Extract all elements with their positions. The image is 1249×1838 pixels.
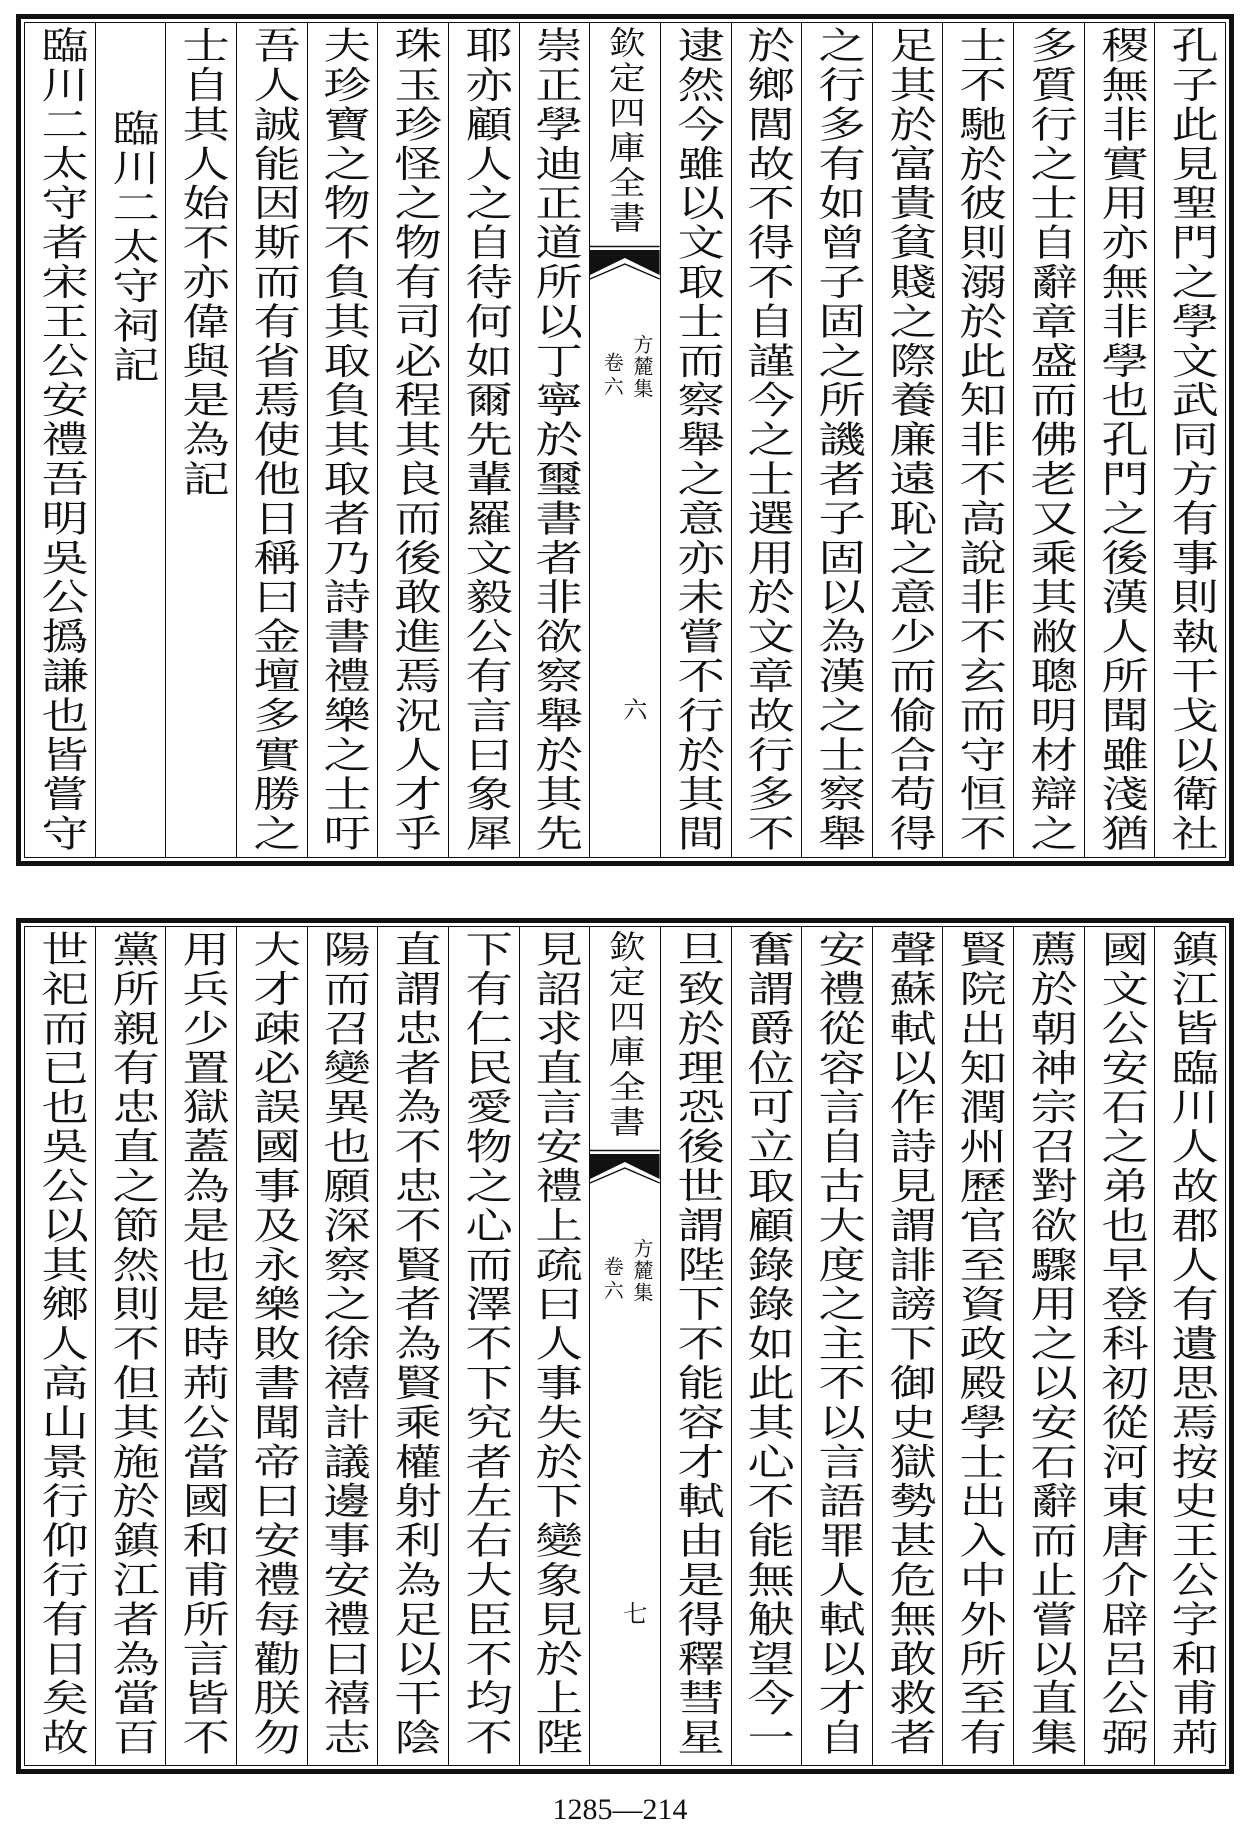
column-text: 旦致於理恐後世謂陛下不能容才軾由是得釋彗星: [668, 930, 724, 1758]
column-text: 國文公安石之弟也早登科初從河東唐介辟呂公弼: [1092, 930, 1148, 1758]
column-text: 逮然今雖以文取士而察舉之意亦未嘗不行於其間: [668, 26, 724, 854]
text-column: [25, 927, 95, 1765]
text-column: [377, 927, 448, 1765]
column-text: 安禮從容言自古大度之主不以言語罪人軾以才自: [810, 930, 866, 1758]
leaf-page-7: [16, 918, 1234, 1774]
text-column: [660, 23, 731, 857]
text-column: [801, 23, 872, 857]
page-number: 七: [618, 1601, 647, 1625]
text-column: [731, 23, 802, 857]
text-column: [1084, 927, 1155, 1765]
page-heart: [589, 927, 660, 1765]
text-column: [801, 927, 872, 1765]
section-heading: 臨川二太守祠記: [103, 109, 159, 385]
column-text: 於鄉閭故不得不自謹今之士選用於文章故行多不: [739, 26, 795, 854]
column-text: 聲蘇軾以作詩見謂誹謗下御史獄勢甚危無敢救者: [880, 930, 936, 1758]
text-column: [872, 927, 943, 1765]
column-text: 吾人誠能因斯而有省焉使他日稱曰金壇多實勝之: [244, 26, 301, 854]
text-column: [942, 23, 1013, 857]
column-text: 陽而召變異也願深察之徐禧計議邊事安禮曰禧志: [315, 930, 371, 1758]
collection-title: 欽定四庫全書: [603, 930, 647, 1140]
text-column: [95, 927, 166, 1765]
text-column: [1084, 23, 1155, 857]
juan-label: 卷六: [600, 352, 625, 400]
column-text: 珠玉珍怪之物有司必程其良而後敢進焉況人才乎: [386, 26, 442, 854]
leaf-frame: [24, 926, 1226, 1766]
leaf-frame: [24, 22, 1226, 858]
column-text: 大才疎必誤國事及永樂敗書聞帝曰安禮每勸朕勿: [244, 930, 301, 1758]
column-text: 見詔求直言安禮上疏曰人事失於下變象見於上陛: [527, 930, 583, 1758]
text-column: [1013, 927, 1084, 1765]
section-heading-column: [95, 23, 166, 857]
text-column: [519, 23, 590, 857]
text-column: [942, 927, 1013, 1765]
column-text: 奮謂爵位可立取顧錄錄如此其心不能無觖望今一: [739, 930, 795, 1758]
column-text: 士自其人始不亦偉與是為記: [174, 26, 230, 499]
text-column: [660, 927, 731, 1765]
scan-reference-code: 1285—214: [552, 1793, 688, 1826]
column-text: 下有仁民愛物之心而澤不下究者左右大臣不均不: [456, 930, 512, 1758]
column-text: 多質行之士自辭章盛而佛老又乘其敝聰明材辯之: [1022, 26, 1078, 854]
text-column: [519, 927, 590, 1765]
column-text: 夫珍寶之物不負其取負其取者乃詩書禮樂之士吁: [315, 26, 371, 854]
leaf-page-6: [16, 14, 1234, 866]
text-column: [1154, 23, 1225, 857]
text-column: [448, 927, 519, 1765]
text-column: [236, 23, 307, 857]
column-text: 賢院出知潤州歷官至資政殿學士出入中外所至有: [951, 930, 1007, 1758]
text-column: [377, 23, 448, 857]
page-heart: [589, 23, 660, 857]
column-text: 黨所親有忠直之節然則不但其施於鎮江者為當百: [103, 930, 159, 1758]
fishtail-mark-icon: [590, 1149, 660, 1193]
text-column: [872, 23, 943, 857]
text-column: [448, 23, 519, 857]
text-column: [1013, 23, 1084, 857]
text-column: [1154, 927, 1225, 1765]
text-column: [307, 23, 378, 857]
text-column: [165, 23, 236, 857]
book-title: 方麓集: [629, 334, 654, 400]
column-text: 士不馳於彼則溺於此知非不高說非不玄而守恒不: [951, 26, 1007, 854]
column-text: 鎮江皆臨川人故郡人有遺思焉按史王公字和甫荊: [1163, 930, 1219, 1758]
column-text: 耶亦顧人之自待何如爾先輩羅文毅公有言曰象犀: [456, 26, 512, 854]
text-column: [236, 927, 307, 1765]
column-text: 稷無非實用亦無非學也孔門之後漢人所聞雖淺猶: [1092, 26, 1148, 854]
page-number: 六: [618, 697, 647, 721]
column-text: 孔子此見聖門之學文武同方有事則執干戈以衛社: [1163, 26, 1219, 854]
collection-title: 欽定四庫全書: [603, 26, 647, 236]
column-text: 之行多有如曾子固之所譏者子固以為漢之士察舉: [810, 26, 866, 854]
column-text: 用兵少置獄蓋為是也是時荊公當國和甫所言皆不: [174, 930, 230, 1758]
column-text: 崇正學迪正道所以丁寧於璽書者非欲察舉於其先: [527, 26, 583, 854]
juan-label: 卷六: [600, 1256, 625, 1304]
column-text: 足其於富貴貧賤之際養廉遠恥之意少而偷合苟得: [880, 26, 936, 854]
column-text: 世祀而已也吳公以其鄉人高山景行仰行有日矣故: [33, 930, 89, 1758]
text-column: [25, 23, 95, 857]
fishtail-mark-icon: [590, 245, 660, 289]
column-text: 臨川二太守者宋王公安禮吾明吳公撝謙也皆嘗守: [33, 26, 89, 854]
text-column: [307, 927, 378, 1765]
column-text: 薦於朝神宗召對欲驟用之以安石辭而止嘗以直集: [1022, 930, 1078, 1758]
book-title: 方麓集: [629, 1238, 654, 1304]
text-column: [731, 927, 802, 1765]
column-text: 直謂忠者為不忠不賢者為賢乘權射利為足以干陰: [386, 930, 442, 1758]
text-column: [165, 927, 236, 1765]
